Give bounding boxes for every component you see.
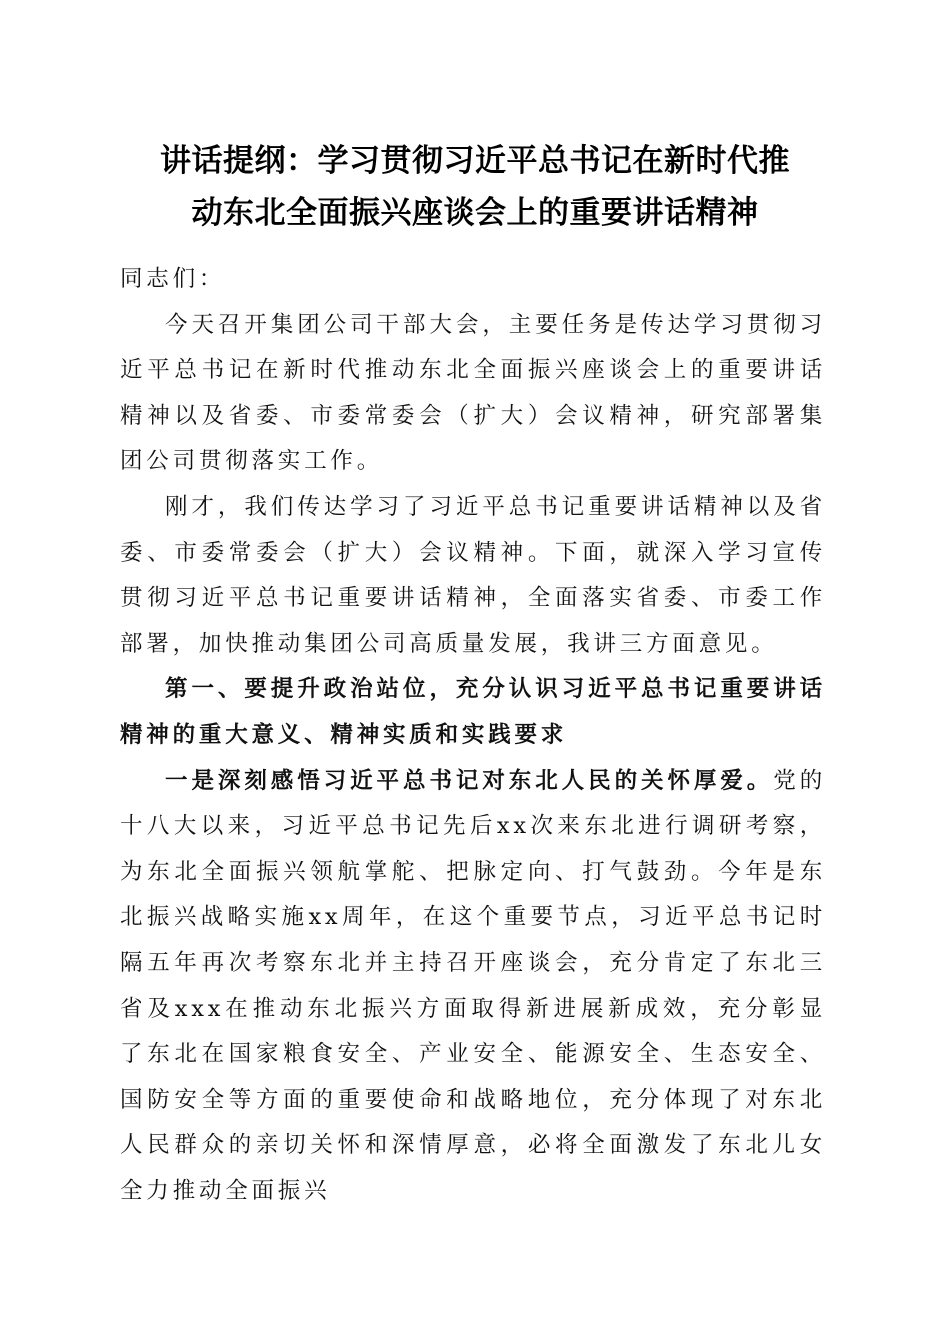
title-line-2: 动东北全面振兴座谈会上的重要讲话精神 xyxy=(191,195,759,231)
title-line-1: 讲话提纲：学习贯彻习近平总书记在新时代推 xyxy=(160,143,790,179)
salutation: 同志们： xyxy=(120,266,226,292)
paragraph-3 xyxy=(120,759,826,1215)
paragraph-2: 刚才，我们传达学习了习近平总书记重要讲话精神以及省委、市委常委会（扩大）会议精神。下面，就深入学习宣传贯彻习近平总书记重要讲话精神，全面落实省委、市委工作部署，加快推动集团公司高质量发展，我讲三方面意见。 xyxy=(120,493,826,657)
paragraph-3-lead: 一是深刻感悟习近平总书记对东北人民的关怀厚爱。 xyxy=(165,767,774,794)
paragraph-1: 今天召开集团公司干部大会，主要任务是传达学习贯彻习近平总书记在新时代推动东北全面振兴座谈会上的重要讲话精神以及省委、市委常委会（扩大）会议精神，研究部署集团公司贯彻落实工作。 xyxy=(120,311,826,475)
document-title xyxy=(110,135,840,239)
section-heading-1: 第一、要提升政治站位，充分认识习近平总书记重要讲话精神的重大意义、精神实质和实践要求 xyxy=(120,676,826,748)
document-body xyxy=(120,257,826,1214)
paragraph-3-body: 党的十八大以来，习近平总书记先后xx次来东北进行调研考察，为东北全面振兴领航掌舵、把脉定向、打气鼓劲。今年是东北振兴战略实施xx周年，在这个重要节点，习近平总书记时隔五年再次考察东北并主持召开座谈会，充分肯定了东北三省及xxx在推动东北振兴方面取得新进展新成效，充分彰显了东北在国家粮食安全、产业安全、能源安全、生态安全、国防安全等方面的重要使命和战略地位，充分体现了对东北人民群众的亲切关怀和深情厚意，必将全面激发了东北儿女全力推动全面振兴 xyxy=(120,767,826,1204)
